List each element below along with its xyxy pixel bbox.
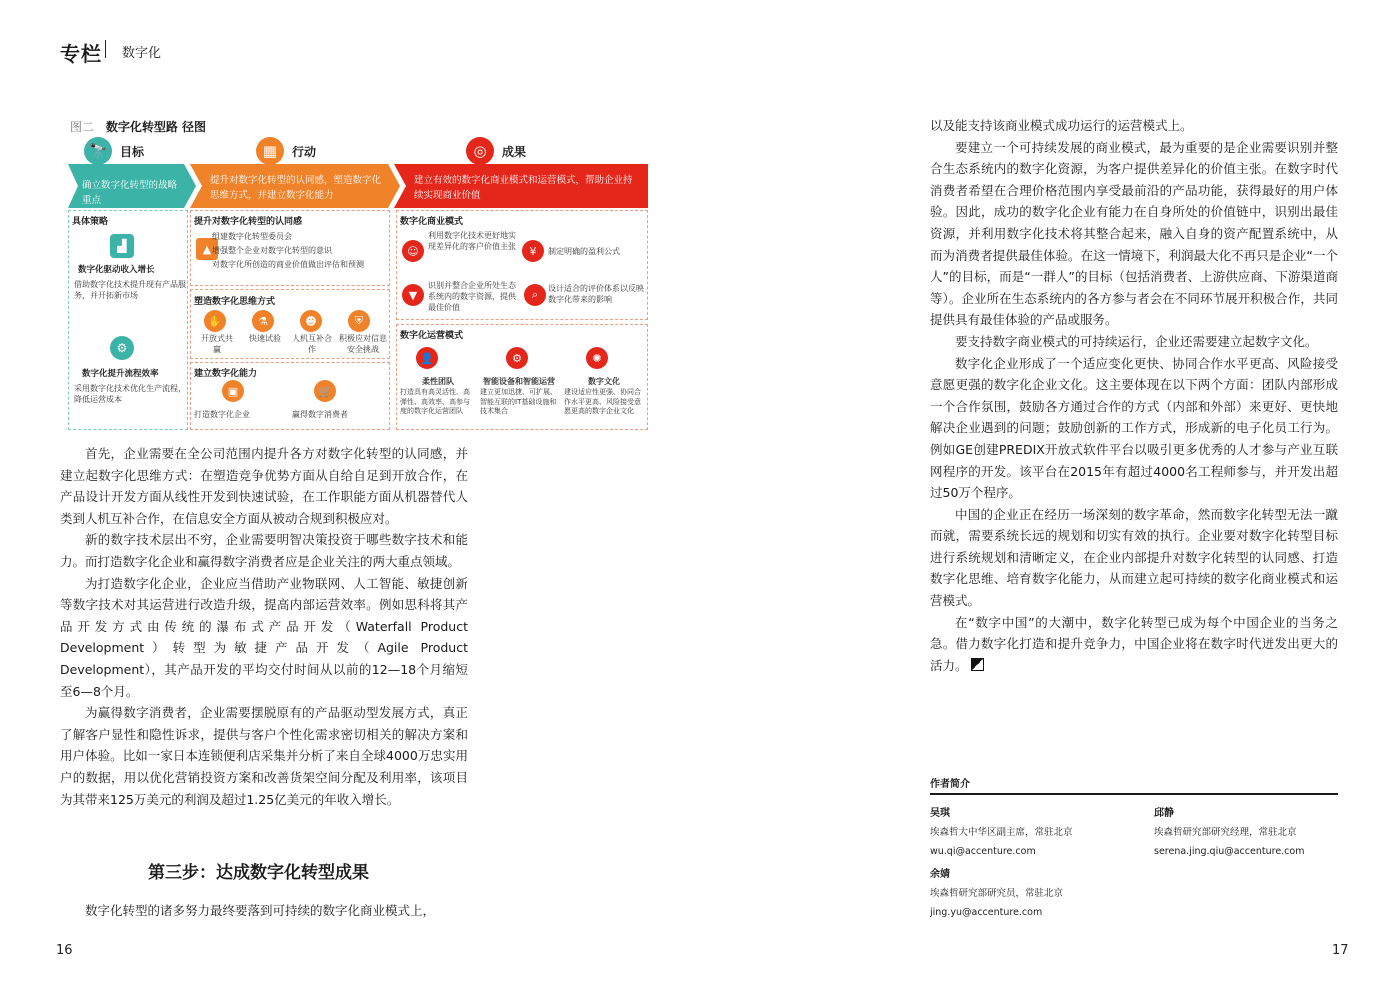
left-paragraph-4: 为赢得数字消费者，企业需要摆脱原有的产品驱动型发展方式，真正了解客户显性和隐性诉求，提供与客户个性化需求密切相关的解决方案和用户体验。比如一家日本连锁便利店采集并分析了来自全球4000万忠实用户的数据，用以优化营销投资方案和改善货架空间分配及利用率，该项目为其带来125万美元的利润及超过1.25亿美元的年收入增长。 <box>60 705 468 807</box>
author-card-1 <box>930 804 1073 859</box>
capability-item2: 赢得数字消费者 <box>292 410 348 419</box>
author-title: 埃森哲研究部研究员，常驻北京 <box>930 888 1064 899</box>
page-number-left: 16 <box>56 943 73 958</box>
handshake-icon: ✋ <box>204 310 226 332</box>
left-body-text <box>60 443 468 810</box>
author-rule <box>930 793 1338 795</box>
phase-goal-label: 目标 <box>120 144 145 159</box>
action-sec1-item3: 对数字化所创造的商业价值做出评估和预测 <box>212 260 364 269</box>
ops-item3-title: 数字文化 <box>588 377 620 386</box>
author-email[interactable]: wu.qi@accenture.com <box>930 846 1036 857</box>
enterprise-icon: ▣ <box>222 380 244 402</box>
left-last-text <box>60 900 468 922</box>
header-divider <box>105 40 106 58</box>
banner-action-text: 提升对数字化转型的认同感，塑造数字化思维方式，并建立数字化能力 <box>210 175 382 201</box>
result-sec1-title: 数字化商业模式 <box>400 217 464 227</box>
magnifier-icon: ⌕ <box>524 284 546 306</box>
mindset-item3: 人机互补合作 <box>292 334 332 354</box>
author-title: 埃森哲研究部研究经理，常驻北京 <box>1154 827 1297 838</box>
page-number-right: 17 <box>1332 943 1349 958</box>
right-paragraph-5 <box>930 612 1338 677</box>
author-heading: 作者简介 <box>930 779 970 790</box>
flask-icon: ⚗ <box>252 310 274 332</box>
author-title: 埃森哲大中华区副主席，常驻北京 <box>930 827 1073 838</box>
calendar-icon: ▦ <box>256 137 284 165</box>
network-icon: ✺ <box>586 347 608 369</box>
end-mark-icon <box>971 658 984 671</box>
mindset-item1: 开放式共赢 <box>201 334 233 354</box>
author-card-3 <box>930 865 1063 920</box>
action-sec1-item2: 增强整个企业对数字化转型的意识 <box>212 246 332 255</box>
banner-goal-text: 确立数字化转型的战略重点 <box>82 180 178 206</box>
right-paragraph-4: 中国的企业正在经历一场深刻的数字革命，然而数字化转型无法一蹴而就，需要系统长远的规划和切实有效的执行。企业要对数字化转型目标进行系统规划和清晰定义，在企业内部提升对数字化转型的认同感、打造数字化思维、培育数字化能力，从而建立起可持续的数字化商业模式和运营模式。 <box>930 506 1338 609</box>
right-continuation: 以及能支持该商业模式成功运行的运营模式上。 <box>930 118 1193 133</box>
step-heading: 第三步：达成数字化转型成果 <box>148 863 369 883</box>
business-model-item1: 利用数字化技术更好地实现差异化的客户价值主张 <box>428 231 516 251</box>
phase-goal <box>84 137 144 165</box>
funnel-icon: ▼ <box>402 284 424 306</box>
author-name: 邱静 <box>1154 808 1174 819</box>
phase-result-label: 成果 <box>502 144 527 159</box>
business-model-item2: 制定明确的盈利公式 <box>548 247 620 256</box>
phase-action-label: 行动 <box>292 144 317 159</box>
phase-result <box>466 137 526 165</box>
right-paragraph-3: 数字化企业形成了一个适应变化更快、协同合作水平更高、风险接受意愿更强的数字化企业文化。这主要体现在以下两个方面：团队内部形成一个合作氛围，鼓励各方通过合作的方式（内部和外部）来更好、更快地解决企业遇到的问题；鼓励创新的工作方式，形成新的电子化员工行为。例如GE创建PREDIX开放式软件平台以吸引更多优秀的人才参与产业互联网程序的开发。该平台在2015年有超过4000名工程师参与，并开发出超过50万个程序。 <box>930 355 1338 501</box>
team-icon: 👤 <box>416 347 438 369</box>
strategy-item2-title: 数字化提升流程效率 <box>82 369 159 379</box>
section-subtitle: 数字化 <box>122 46 162 61</box>
customers-icon: ☺ <box>402 240 424 262</box>
smart-device-icon: ⚙ <box>506 347 528 369</box>
business-model-item4: 设计适合的评价体系以反映数字化带来的影响 <box>548 284 644 304</box>
business-model-item3: 识别并整合企业所处生态系统内的数字资源，提供最佳价值 <box>428 281 516 312</box>
ops-item2-desc: 建立更加迅捷、可扩展、智能互联的IT基础设施和技术集合 <box>480 388 557 415</box>
section-title: 专栏 <box>60 42 102 66</box>
telescope-icon: 🔭 <box>84 137 112 165</box>
result-sec2-title: 数字化运营模式 <box>400 331 464 341</box>
strategy-item1-title: 数字化驱动收入增长 <box>78 265 155 275</box>
author-name: 余婧 <box>930 869 950 880</box>
gears-icon: ⚙ <box>110 336 134 360</box>
left-paragraph-2: 新的数字技术层出不穷，企业需要明智决策投资于哪些数字技术和能力。而打造数字化企业和赢得数字消费者应是企业关注的两大重点领域。 <box>60 532 468 569</box>
author-email[interactable]: jing.yu@accenture.com <box>930 907 1043 918</box>
profit-icon: ¥ <box>522 240 544 262</box>
human-robot-icon: ☻ <box>300 310 322 332</box>
phase-action <box>256 137 316 165</box>
ops-item1-desc: 打造具有高灵活性、高弹性、高效率、高参与度的数字化运营团队 <box>400 388 470 415</box>
strategy-title: 具体策略 <box>72 217 109 227</box>
shopping-cart-icon: 🛒 <box>314 380 336 402</box>
figure-caption <box>70 118 206 135</box>
author-name: 吴琪 <box>930 808 950 819</box>
ops-item3-desc: 建设适应性更强、协同合作水平更高、风险接受意愿更高的数字企业文化 <box>564 388 641 415</box>
ops-item2-title: 智能设备和智能运营 <box>483 377 555 386</box>
strategy-item1-desc: 借助数字化技术提升现有产品服务，并开拓新市场 <box>74 280 186 300</box>
action-sec3-title: 建立数字化能力 <box>194 369 258 379</box>
right-paragraph-5-text: 在“数字中国”的大潮中，数字化转型已成为每个中国企业的当务之急。借力数字化打造和提升竞争力，中国企业将在数字时代迸发出更大的活力。 <box>930 614 1338 673</box>
mindset-item2: 快速试验 <box>249 334 281 343</box>
banner-result-text: 建立有效的数字化商业模式和运营模式，帮助企业持续实现商业价值 <box>414 175 633 201</box>
author-email[interactable]: serena.jing.qiu@accenture.com <box>1154 846 1305 857</box>
right-paragraph-2: 要支持数字商业模式的可持续运行，企业还需要建立起数字文化。 <box>955 333 1318 349</box>
ops-item1-title: 柔性团队 <box>422 377 454 386</box>
figure-title: 数字化转型路 径图 <box>105 120 207 134</box>
left-last-paragraph: 数字化转型的诸多努力最终要落到可持续的数字化商业模式上， <box>85 903 436 918</box>
mindset-item4: 积极应对信息安全挑战 <box>339 334 387 354</box>
right-paragraph-1: 要建立一个可持续发展的商业模式，最为重要的是企业需要识别并整合生态系统内的数字化资源，为客户提供差异化的价值主张。在数字时代消费者希望在合理价格范围内享受最前沿的产品功能，获得最好的用户体验。因此，成功的数字化企业有能力在自身所处的价值链中，识别出最佳资源，并利用数字化技术将其整合起来，融入自身的资产配置系统中，从而为消费者提供最佳体验。在这一情境下，利润最大化不再只是企业“一个人”的目标，而是“一群人”的目标（包括消费者、上游供应商、下游渠道商等）。企业所在生态系统内的各方参与者会在不同环节展开积极合作，共同提供具有最佳体验的产品或服务。 <box>930 139 1338 328</box>
action-sec1-title: 提升对数字化转型的认同感 <box>194 217 303 227</box>
right-body-text <box>930 115 1338 676</box>
target-icon: ◎ <box>466 137 494 165</box>
action-sec2-title: 塑造数字化思维方式 <box>194 297 276 307</box>
figure-label: 图二 <box>70 120 95 134</box>
capability-item1: 打造数字化企业 <box>194 410 250 419</box>
left-paragraph-3: 为打造数字化企业，企业应当借助产业物联网、人工智能、敏捷创新等数字技术对其运营进行改造升级，提高内部运营效率。例如思科将其产品开发方式由传统的瀑布式产品开发（Waterfall Product Development）转型为敏捷产品开发（Agile Product Development），其产品开发的平均交付时间从以前的12—18个月缩短至6—8个月。 <box>60 575 468 699</box>
action-sec1-item1: 组建数字化转型委员会 <box>212 232 292 241</box>
podium-icon: ▲ <box>196 238 218 260</box>
bar-chart-icon: ▟ <box>110 234 134 258</box>
author-card-2 <box>1154 804 1304 859</box>
strategy-item2-desc: 采用数字化技术优化生产流程，降低运营成本 <box>74 384 186 404</box>
left-paragraph-1: 首先，企业需要在全公司范围内提升各方对数字化转型的认同感，并建立起数字化思维方式：在塑造竞争优势方面从自给自足到开放合作，在产品设计开发方面从线性开发到快速试验，在工作职能方面从机器替代人类到人机互补合作，在信息安全方面从被动合规到积极应对。 <box>60 446 468 526</box>
shield-icon: ⛨ <box>348 310 370 332</box>
